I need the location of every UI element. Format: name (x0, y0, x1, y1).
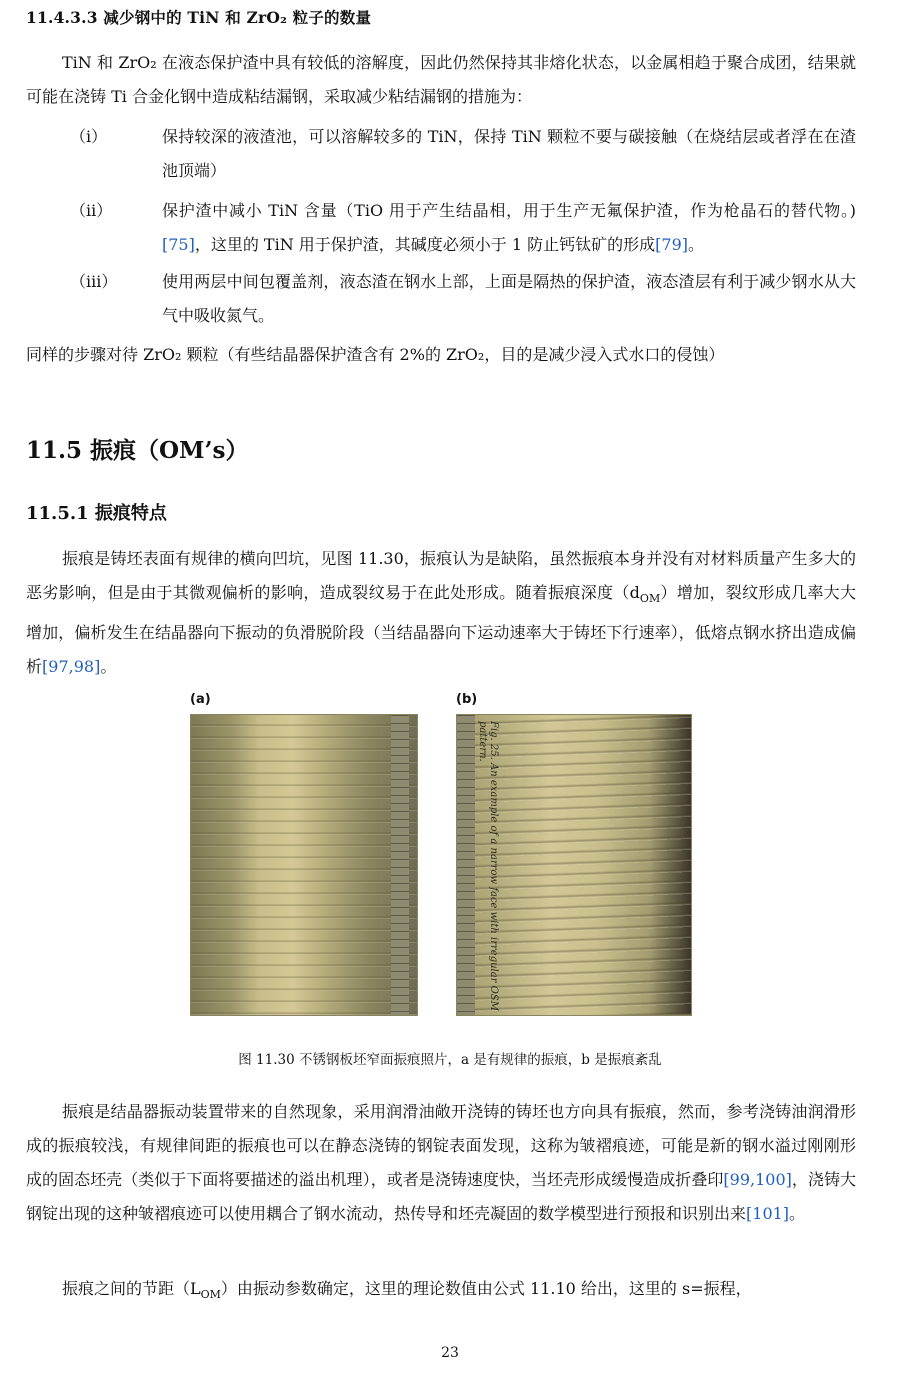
list-item-number: （ii） (70, 201, 113, 220)
list-item-number: （iii） (70, 272, 118, 291)
paragraph-om-characteristics (26, 542, 856, 684)
section-heading-11-5: 11.5 振痕（OM’s） (26, 437, 249, 464)
page-number: 23 (441, 1345, 459, 1361)
list-item-text-part: 。 (688, 235, 705, 254)
list-item-text: 保持较深的液渣池，可以溶解较多的 TiN，保持 TiN 颗粒不要与碳接触（在烧结层或者浮在在渣池顶端） (162, 127, 856, 180)
citation-link[interactable]: [75] (162, 235, 195, 254)
text-part: 。 (789, 1204, 806, 1223)
list-item-text-part: ，这里的 TiN 用于保护渣，其碱度必须小于 1 防止钙钛矿的形成 (194, 235, 656, 254)
list-item-text-part: 保护渣中减小 TiN 含量（TiO 用于产生结晶相，用于生产无氟保护渣，作为枪晶石的替代物。) (162, 201, 856, 220)
subscript: OM (200, 1288, 221, 1302)
citation-link[interactable]: [101] (746, 1204, 790, 1223)
list-item-number: （i） (70, 127, 108, 146)
subscript: OM (639, 592, 661, 606)
figure-caption: 图 11.30 不锈钢板坯窄面振痕照片，a 是有规律的振痕，b 是振痕紊乱 (238, 1052, 662, 1068)
paragraph-zro2-closing: 同样的步骤对待 ZrO₂ 颗粒（有些结晶器保护渣含有 2%的 ZrO₂，目的是减少浸入式水口的侵蚀） (26, 345, 725, 364)
citation-link[interactable]: [97,98] (42, 657, 101, 677)
ruler-scale (457, 715, 475, 1015)
paragraph-tin-zro2: TiN 和 ZrO₂ 在液态保护渣中具有较低的溶解度，因此仍然保持其非熔化状态，以金属相趋于聚合成团，结果就可能在浇铸 Ti 合金化钢中造成粘结漏钢，采取减少粘结漏钢的措施为： (26, 53, 856, 106)
citation-link[interactable]: [79] (655, 235, 689, 254)
figure-11-30 (190, 692, 690, 1028)
text-part: ，浇铸大钢锭出现的这种皱褶痕迹可以使用耦合了钢水流动，热传导和坯壳凝固的数学模型进行预报和识别出来 (26, 1170, 856, 1223)
figure-photo-a (190, 714, 418, 1016)
list-item-text (162, 194, 856, 262)
figure-panel-label-a: (a) (190, 692, 211, 707)
list-item (26, 265, 856, 333)
text-part: ）由振动参数确定，这里的理论数值由公式 11.10 给出，这里的 s=振程， (220, 1279, 752, 1298)
paragraph-om-pitch (26, 1272, 856, 1312)
text-part: 振痕之间的节距（L (62, 1279, 201, 1298)
text-part: 振痕是铸坯表面有规律的横向凹坑，见图 11.30，振痕认为是缺陷，虽然振痕本身并没有对材料质量产生多大的恶劣影响，但是由于其微观偏析的影响，造成裂纹易于在此处形成。随着振痕深度（d (26, 549, 856, 602)
ruler-scale (391, 715, 409, 1015)
figure-photo-b-inline-caption: Fig. 25. An example of a narrow face with irregular OSM pattern. (477, 721, 499, 1011)
list-item (26, 120, 856, 188)
list-item-text: 使用两层中间包覆盖剂，液态渣在钢水上部，上面是隔热的保护渣，液态渣层有利于减少钢水从大气中吸收氮气。 (162, 272, 856, 325)
figure-panel-label-b: (b) (456, 692, 478, 707)
text-part: 振痕是结晶器振动装置带来的自然现象，采用润滑油敞开浇铸的铸坯也方向具有振痕，然而，参考浇铸油润滑形成的振痕较浅，有规律间距的振痕也可以在静态浇铸的钢锭表面发现，这称为皱褶痕迹，可能是新的钢水溢过刚刚形成的固态坯壳（类似于下面将要描述的溢出机理），或者是浇铸速度快，当坯壳形成缓慢造成折叠印 (26, 1102, 856, 1189)
citation-link[interactable]: [99,100] (723, 1170, 792, 1189)
text-part: 。 (100, 657, 117, 677)
paragraph-om-natural-phenomenon (26, 1095, 856, 1231)
list-item (26, 194, 856, 262)
figure-photo-b (456, 714, 692, 1016)
text-part: ）增加，裂纹形成几率大大增加，偏析发生在结晶器向下振动的负滑脱阶段（当结晶器向下运动速率大于铸坯下行速率），低熔点钢水挤出造成偏析 (26, 583, 856, 677)
subsection-heading-11-4-3-3: 11.4.3.3 减少钢中的 TiN 和 ZrO₂ 粒子的数量 (26, 8, 372, 27)
subsection-heading-11-5-1: 11.5.1 振痕特点 (26, 503, 167, 524)
